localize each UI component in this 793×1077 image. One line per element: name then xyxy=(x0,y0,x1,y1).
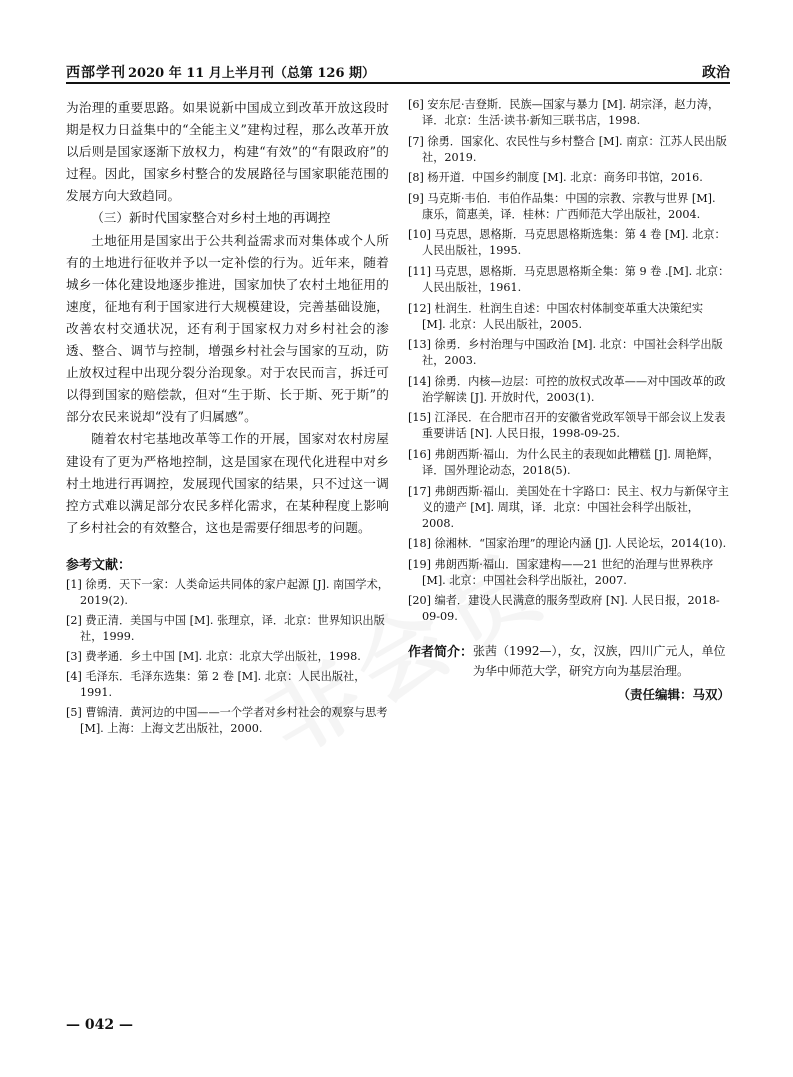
reference-list-right xyxy=(408,97,730,625)
reference-item: [6] 安东尼·吉登斯．民族—国家与暴力 [M]. 胡宗泽，赵力涛，译．北京：生活·读书·新知三联书店，1998. xyxy=(408,98,720,127)
page-header xyxy=(66,60,730,84)
reference-item: [12] 杜润生．杜润生自述：中国农村体制变革重大决策纪实 [M]. 北京：人民出版社，2005. xyxy=(408,301,704,331)
reference-item: [19] 弗朗西斯·福山．国家建构——21 世纪的治理与世界秩序 [M]. 北京：中国社会科学出版社，2007. xyxy=(408,557,714,587)
reference-item: [20] 编者．建设人民满意的服务型政府 [N]. 人民日报，2018-09-09. xyxy=(408,594,720,624)
reference-item: [4] 毛泽东．毛泽东选集：第 2 卷 [M]. 北京：人民出版社，1991. xyxy=(66,669,366,699)
reference-item: [11] 马克思，恩格斯．马克思恩格斯全集：第 9 卷 .[M]. 北京：人民出版社，1961. xyxy=(408,264,730,294)
reference-item: [3] 费孝通．乡土中国 [M]. 北京：北京大学出版社，1998. xyxy=(66,649,361,663)
reference-item: [9] 马克斯·韦伯．韦伯作品集：中国的宗教、宗教与世界 [M]. 康乐，简惠美，译．桂林：广西师范大学出版社，2004. xyxy=(408,191,716,221)
journal-info xyxy=(66,62,375,82)
reference-item: [18] 徐湘林．“国家治理”的理论内涵 [J]. 人民论坛，2014(10). xyxy=(408,537,727,551)
reference-item: [16] 弗朗西斯·福山．为什么民主的表现如此糟糕 [J]. 周艳辉，译．国外理论动态，2018(5). xyxy=(408,447,720,477)
reference-item: [2] 费正清．美国与中国 [M]. 张理京，译．北京：世界知识出版社，1999. xyxy=(66,613,385,643)
author-label: 作者简介： xyxy=(408,645,474,661)
right-column xyxy=(408,97,730,703)
paragraph-3: 随着农村宅基地改革等工作的开展，国家对农村房屋建设有了更为严格地控制，这是国家在现代化进程中对乡村土地进行再调控，发展现代国家的结果，只不过这一调控方式难以满足部分农民多样化需求，在某种程度上影响了乡村社会的有效整合，这也是需要仔细思考的问题。 xyxy=(66,431,389,535)
reference-item: [8] 杨开道．中国乡约制度 [M]. 北京：商务印书馆，2016. xyxy=(408,171,703,185)
author-bio xyxy=(408,641,730,681)
author-text: 张茜（1992—），女，汉族，四川广元人，单位为华中师范大学，研究方向为基层治理。 xyxy=(473,644,726,679)
reference-item: [15] 江泽民．在合肥市召开的安徽省党政军领导干部会议上发表重要讲话 [N]. 人民日报，1998-09-25. xyxy=(408,411,726,441)
references-title: 参考文献： xyxy=(66,557,132,573)
reference-item: [17] 弗朗西斯·福山．美国处在十字路口：民主、权力与新保守主义的遗产 [M]. 周琪，译．北京：中国社会科学出版社，2008. xyxy=(408,484,729,530)
page-number: — 042 — xyxy=(66,1017,133,1033)
journal-logo: 西部学刊 xyxy=(66,65,126,81)
paragraph-1: 为治理的重要思路。如果说新中国成立到改革开放这段时期是权力日益集中的“全能主义”建构过程，那么改革开放以后则是国家逐渐下放权力，构建“有效”的“有限政府”的过程。因此，国家乡村整合的发展路径与国家职能范围的发展方向大致趋同。 xyxy=(66,100,389,204)
reference-item: [14] 徐勇．内核—边层：可控的放权式改革——对中国改革的政治学解读 [J]. 开放时代，2003(1). xyxy=(408,374,726,404)
left-column xyxy=(66,97,389,741)
paragraph-2: 土地征用是国家出于公共利益需求而对集体或个人所有的土地进行征收并予以一定补偿的行为。近年来，随着城乡一体化建设地逐步推进，国家加快了农村土地征用的速度，征地有利于国家进行大规模建设，完善基础设施，改善农村交通状况，还有利于国家权力对乡村社会的渗透、整合、调节与控制，增强乡村社会与国家的互动，防止放权过程中出现分裂分治现象。对于农民而言，拆迁可以得到国家的赔偿款，但对“生于斯、长于斯、死于斯”的部分农民来说却“没有了归属感”。 xyxy=(66,232,389,425)
reference-item: [7] 徐勇．国家化、农民性与乡村整合 [M]. 南京：江苏人民出版社，2019. xyxy=(408,134,727,164)
reference-item: [1] 徐勇．天下一家：人类命运共同体的家户起源 [J]. 南国学术，2019(2). xyxy=(66,577,389,607)
reference-item: [13] 徐勇．乡村治理与中国政治 [M]. 北京：中国社会科学出版社，2003. xyxy=(408,338,723,368)
section-label: 政治 xyxy=(702,65,730,81)
issue-info: 2020 年 11 月上半月刊（总第 126 期） xyxy=(128,66,376,81)
reference-item: [5] 曹锦清．黄河边的中国——一个学者对乡村社会的观察与思考 [M]. 上海：上海文艺出版社，2000. xyxy=(66,705,388,735)
reference-item: [10] 马克思，恩格斯．马克思恩格斯选集：第 4 卷 [M]. 北京：人民出版社，1995. xyxy=(408,228,726,258)
section-heading: （三）新时代国家整合对乡村土地的再调控 xyxy=(91,210,331,226)
reference-list-left xyxy=(66,577,389,737)
responsible-editor: （责任编辑：马双） xyxy=(617,687,730,703)
